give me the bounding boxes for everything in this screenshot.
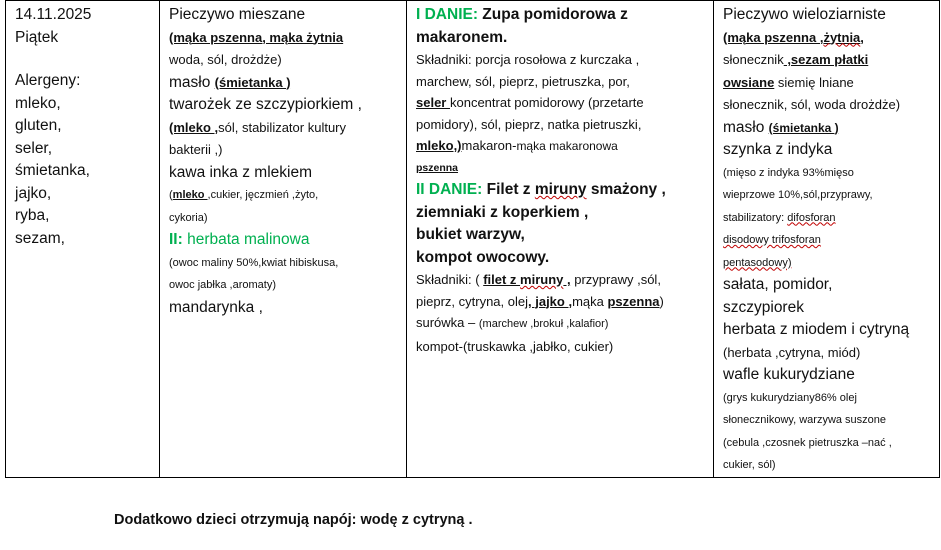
- comma: ,: [860, 29, 864, 45]
- allergens-title: Alergeny:: [15, 72, 81, 89]
- tea-ingredients-cont: owoc jabłka ,aromaty): [169, 279, 276, 291]
- cottage-ingredients-cont: bakterii ,): [169, 142, 223, 157]
- soup-ingredients-milk: [416, 135, 707, 158]
- compote-name: kompot owocowy.: [416, 248, 550, 266]
- ham-ingredients-cont4: pentasodowy): [723, 256, 792, 269]
- tea-name: herbata z miodem i cytryną: [723, 321, 910, 338]
- coffee-ingredients: [169, 184, 400, 207]
- bread-name: Pieczywo mieszane: [169, 6, 306, 23]
- waffles-ingredients-cont: słonecznikowy, warzywa suszone: [723, 414, 887, 426]
- waffles-name: wafle kukurydziane: [723, 366, 855, 383]
- butter-allergen: (śmietanka ): [768, 120, 839, 135]
- first-course-label: I DANIE:: [416, 6, 478, 23]
- waffles-ingredients-cont2: (cebula ,czosnek pietruszka –nać ,: [723, 436, 892, 449]
- fish-dish-name: Filet z: [482, 181, 535, 198]
- ham-ingredients-cont2: [723, 207, 933, 230]
- weekday: Piątek: [15, 28, 59, 46]
- fruit-name: mandarynka ,: [169, 298, 263, 316]
- ham-ingredients-cont3: disodowy trifosforan: [723, 234, 821, 246]
- oat-allergen: owsiane: [723, 74, 775, 90]
- tea-ingredients: (owoc maliny 50%,kwiat hibiskusa,: [169, 256, 339, 269]
- coffee-name: kawa inka z mlekiem: [169, 163, 312, 181]
- cottage-ingredients: [169, 117, 400, 140]
- soup-ingredients-cont2: pomidory), sól, pieprz, natka pietruszki,: [416, 116, 642, 132]
- fish-ingredients: [416, 269, 707, 291]
- rye-text: żytnia: [823, 29, 861, 45]
- coffee-paren: (: [169, 189, 173, 201]
- tea-line: [169, 229, 400, 252]
- butter-allergen: (śmietanka ): [214, 74, 291, 90]
- allergen-item: jajko,: [15, 184, 52, 202]
- waffles-ingredients: (grys kukurydziany86% olej: [723, 391, 857, 404]
- butter-line: [169, 72, 400, 95]
- second-breakfast-label: II:: [169, 231, 183, 248]
- coffee-ingredients-text: ,cukier, jęczmień ,żyto,: [207, 189, 319, 201]
- allergen-item: seler,: [15, 139, 53, 157]
- menu-table: [5, 0, 940, 478]
- potatoes-name: ziemniaki z koperkiem ,: [416, 203, 589, 221]
- waffles-ingredients-cont3: cukier, sól): [723, 459, 776, 471]
- diphosphate-text: difosforan: [787, 211, 836, 224]
- wheat-allergen: pszenna: [416, 161, 459, 174]
- menu-row: [6, 1, 940, 478]
- soup-name-cont: makaronem.: [416, 28, 508, 46]
- vegetables-name: bukiet warzyw,: [416, 226, 525, 243]
- salad-ingredients: (marchew ,brokuł ,kalafior): [478, 318, 609, 330]
- afternoon-cell: [714, 1, 940, 478]
- flour-text: (mąka pszenna ,: [723, 29, 824, 45]
- tea-name: herbata malinowa: [182, 231, 310, 248]
- vegetables-name: sałata, pomidor,: [723, 276, 833, 293]
- celery-allergen: seler: [416, 95, 450, 110]
- butter-name: masło: [169, 73, 211, 91]
- tea-ingredients: (herbata ,cytryna, miód): [723, 344, 861, 360]
- soup-ingredients-text: koncentrat pomidorowy (przetarte: [449, 95, 644, 110]
- salad-name: surówka –: [416, 315, 479, 330]
- soup-ingredients-celery: [416, 92, 707, 114]
- bread-flour-allergen: (mąka pszenna, mąka żytnia: [169, 29, 344, 45]
- pasta-flour-text: mąka makaronowa: [516, 139, 618, 153]
- lunch-cell: [407, 1, 714, 478]
- fish-allergen-name: miruny: [520, 272, 564, 287]
- butter-line: [723, 117, 933, 140]
- bread-flour-allergen: [723, 27, 933, 50]
- soup-ingredients-cont: marchew, sól, pieprz, pietruszka, por,: [416, 73, 630, 89]
- butter-name: masło: [723, 118, 769, 136]
- allergen-item: śmietanka,: [15, 162, 90, 179]
- cottage-ingredients-text: sól, stabilizator kultury: [218, 119, 347, 135]
- fish-ingredients-text2: pieprz, cytryna, olej: [416, 293, 528, 309]
- soup-ingredients: Składniki: porcja rosołowa z kurczaka ,: [416, 52, 640, 67]
- vegetables-name-cont: szczypiorek: [723, 298, 804, 316]
- linseed-text: siemię lniane: [774, 74, 854, 90]
- fish-allergen-comma: ,: [563, 272, 571, 287]
- fish-dish-name-end: smażony ,: [586, 181, 666, 198]
- breakfast-cell: [160, 1, 407, 478]
- allergen-item: mleko,: [15, 94, 61, 112]
- coffee-milk-allergen: mleko: [172, 189, 208, 201]
- first-course-title: [416, 4, 707, 27]
- milk-allergen: mleko,): [416, 138, 462, 153]
- paren-close: ): [659, 293, 664, 309]
- pasta-text: makaron-: [461, 138, 517, 153]
- fish-ingredients-cont: [416, 291, 707, 313]
- soup-name: Zupa pomidorowa z: [478, 6, 628, 23]
- fish-allergen: filet z: [483, 272, 521, 287]
- oat-line: [723, 72, 933, 95]
- cottage-milk-allergen: (mleko ,: [169, 119, 219, 135]
- sesame-allergen: ,sezam płatki: [783, 52, 869, 67]
- date-allergens-cell: [6, 1, 160, 478]
- salad-line: [416, 312, 707, 336]
- bread-ingredients: słonecznik, sól, woda drożdże): [723, 97, 901, 112]
- coffee-ingredients-cont: cykoria): [169, 211, 208, 224]
- compote-ingredients: kompot-(truskawka ,jabłko, cukier): [416, 338, 614, 354]
- seeds-line: [723, 49, 933, 72]
- allergen-item: gluten,: [15, 117, 62, 134]
- egg-allergen: , jajko ,: [528, 293, 573, 309]
- second-course-label: II DANIE:: [416, 181, 483, 198]
- ham-ingredients-cont: wieprzowe 10%,sól,przyprawy,: [723, 189, 873, 201]
- ham-name: szynka z indyka: [723, 141, 833, 158]
- drink-note: Dodatkowo dzieci otrzymują napój: wodę z cytryną .: [114, 512, 473, 528]
- cottage-cheese-name: twarożek ze szczypiorkiem ,: [169, 96, 362, 113]
- fish-ingredients-label: Składniki: (: [416, 272, 484, 287]
- ham-ingredients: (mięso z indyka 93%mięso: [723, 166, 854, 179]
- second-course-title: [416, 179, 707, 202]
- date: 14.11.2025: [15, 6, 92, 23]
- allergen-item: sezam,: [15, 229, 65, 247]
- fish-ingredients-text: przyprawy ,sól,: [570, 272, 661, 287]
- flour-text: mąka: [572, 293, 608, 309]
- bread-name: Pieczywo wieloziarniste: [723, 6, 886, 23]
- bread-ingredients: woda, sól, drożdże): [169, 52, 282, 67]
- wheat-allergen: pszenna: [607, 293, 660, 309]
- sunflower-text: słonecznik: [723, 52, 784, 67]
- fish-name: miruny: [534, 181, 587, 198]
- allergen-item: ryba,: [15, 207, 50, 224]
- stabilizers-text: stabilizatory:: [723, 211, 788, 224]
